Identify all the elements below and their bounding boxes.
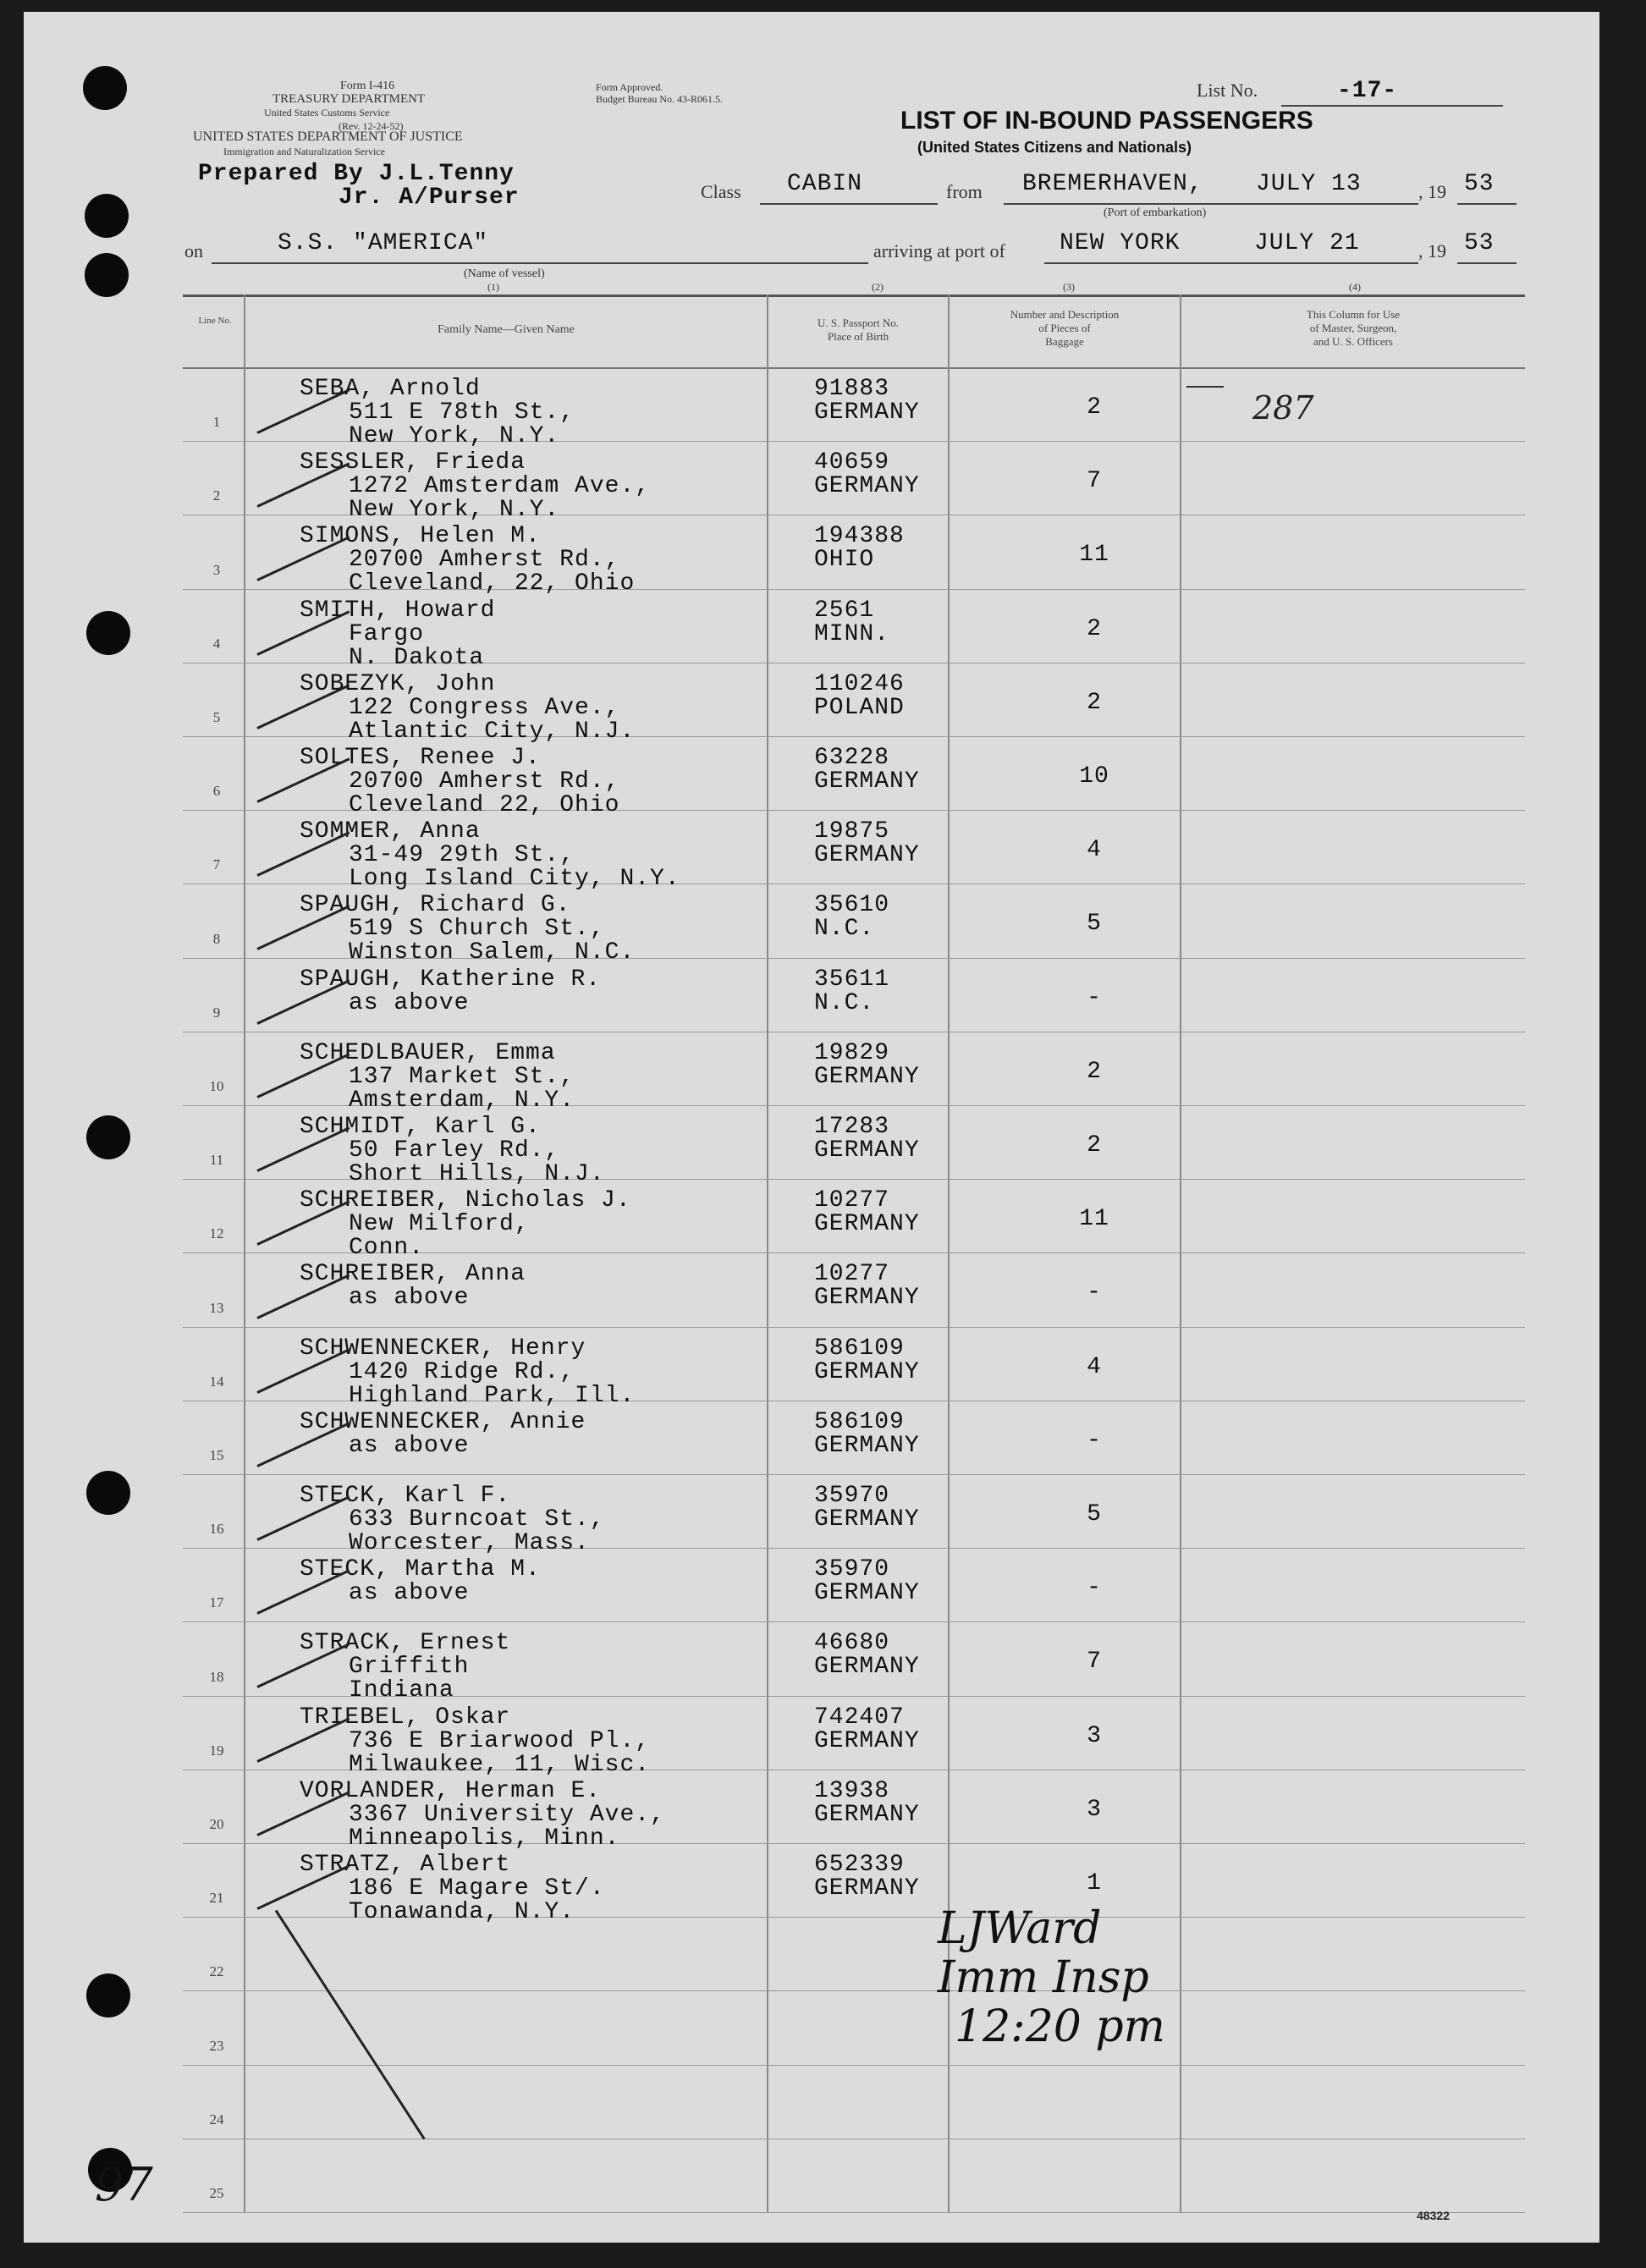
place-of-birth: GERMANY [814,1802,920,1828]
passport-number: 17283 [814,1114,890,1140]
prepared-by: Prepared By J.L.Tenny [198,161,515,187]
arrival-port: NEW YORK [1060,230,1181,256]
inspector-signature [938,1904,1165,2051]
header-baggage-1: Number and Description [1010,308,1120,321]
passenger-address-2: Milwaukee, 11, Wisc. [349,1752,651,1778]
row-rule [183,1990,1525,1991]
col-3-label: (3) [1063,281,1075,293]
place-of-birth: N.C. [814,990,875,1016]
header-officers-3: and U. S. Officers [1313,335,1393,348]
arrival-year-prefix: , 19 [1418,240,1446,261]
passenger-address-1: Fargo [349,621,425,647]
passenger-address-1: 3367 University Ave., [349,1802,665,1828]
passenger-address-2: Minneapolis, Minn. [349,1825,620,1852]
place-of-birth: GERMANY [814,1654,920,1680]
passport-number: 35611 [814,966,890,993]
from-date: JULY 13 [1256,171,1362,197]
passenger-name: STRACK, Ernest [300,1630,511,1656]
punch-hole [86,1115,130,1159]
line-number: 20 [209,1816,224,1832]
line-number: 7 [212,856,221,873]
passport-number: 110246 [814,671,905,697]
passenger-name: STECK, Karl F. [300,1483,511,1509]
col-1-label: (1) [487,281,499,293]
table-header-rule [183,367,1525,369]
baggage-count: 2 [1087,394,1102,421]
passenger-address-1: 20700 Amherst Rd., [349,768,620,795]
passenger-name: VORLANDER, Herman E. [300,1778,602,1804]
passenger-name: SIMONS, Helen M. [300,523,541,549]
baggage-count: 3 [1087,1797,1102,1823]
arrival-year: 53 [1464,230,1495,256]
list-no-value: -17- [1337,78,1398,104]
baggage-count: - [1087,985,1102,1011]
line-number: 21 [209,1890,224,1906]
line-number: 23 [209,2038,224,2054]
passenger-address-1: 633 Burncoat St., [349,1506,605,1533]
baggage-count: - [1087,1575,1102,1601]
place-of-birth: GERMANY [814,1875,920,1902]
arriving-label: arriving at port of [873,240,1005,261]
margin-note: 97 [95,2158,153,2211]
col-divider-line [244,295,245,2212]
header-passport-2: Place of Birth [827,330,889,343]
baggage-count: 7 [1087,1649,1102,1675]
baggage-count: 2 [1087,1132,1102,1159]
arrival-underline [1044,262,1418,264]
line-number: 5 [212,709,221,725]
class-value: CABIN [787,171,863,197]
from-underline [1004,203,1418,205]
passenger-address-1: 31-49 29th St., [349,842,575,868]
document-page [24,12,1599,2243]
baggage-count: 11 [1079,1206,1109,1232]
print-code: 48322 [1417,2209,1450,2222]
passenger-address-2: Short Hills, N.J. [349,1161,605,1187]
from-year: 53 [1464,171,1495,197]
from-label: from [946,181,983,202]
passenger-name: SMITH, Howard [300,597,496,624]
line-number: 3 [212,562,221,578]
line-number: 16 [209,1521,224,1537]
class-label: Class [701,181,741,202]
passenger-address-2: N. Dakota [349,645,485,671]
header-officers-2: of Master, Surgeon, [1309,322,1397,334]
baggage-count: 1 [1087,1870,1102,1896]
punch-hole [85,253,129,297]
punch-hole [83,66,127,110]
passenger-name: SPAUGH, Richard G. [300,892,571,918]
passenger-address-1: New Milford, [349,1211,530,1237]
list-no-label: List No. [1197,80,1258,101]
passenger-address-2: Amsterdam, N.Y. [349,1087,575,1114]
place-of-birth: N.C. [814,916,875,942]
passenger-address-1: 519 S Church St., [349,916,605,942]
passenger-address-1: as above [349,1433,470,1459]
baggage-count: 4 [1087,837,1102,863]
place-of-birth: MINN. [814,621,890,647]
place-of-birth: GERMANY [814,1285,920,1311]
officer-note: 287 [1252,389,1314,427]
passport-number: 63228 [814,745,890,771]
passport-number: 19875 [814,818,890,845]
passenger-address-1: as above [349,1285,470,1311]
punch-hole [85,194,129,238]
vessel-name: S.S. "AMERICA" [278,230,489,256]
place-of-birth: GERMANY [814,768,920,795]
vessel-underline [212,262,868,264]
passport-number: 10277 [814,1187,890,1214]
passenger-name: SESSLER, Frieda [300,449,526,476]
passenger-address-2: New York, N.Y. [349,497,560,523]
place-of-birth: GERMANY [814,1064,920,1090]
line-number: 24 [209,2111,224,2128]
line-number: 25 [209,2185,224,2201]
line-number: 18 [209,1669,224,1685]
signature-name: LJWard [938,1903,1102,1954]
signature-title: Imm Insp [938,1952,1149,2003]
baggage-count: 11 [1079,542,1109,568]
passport-number: 2561 [814,597,875,624]
passport-number: 652339 [814,1852,905,1878]
passenger-name: SCHMIDT, Karl G. [300,1114,541,1140]
header-name: Family Name—Given Name [438,323,575,336]
passenger-name: SOMMER, Anna [300,818,481,845]
line-number: 14 [209,1373,224,1390]
col-2-label: (2) [872,281,884,293]
baggage-count: - [1087,1280,1102,1306]
passenger-name: SCHWENNECKER, Annie [300,1409,586,1435]
header-line-no: Line No. [198,316,232,326]
document-title: LIST OF IN-BOUND PASSENGERS [900,107,1313,135]
baggage-count: 5 [1087,911,1102,937]
line-number: 12 [209,1225,224,1241]
place-of-birth: GERMANY [814,1580,920,1606]
col-divider-name [767,295,768,2212]
passenger-name: SOLTES, Renee J. [300,745,541,771]
place-of-birth: GERMANY [814,1137,920,1164]
rev-label: (Rev. 12-24-52) [339,120,404,132]
passenger-address-1: 511 E 78th St., [349,399,575,426]
passenger-address-1: Griffith [349,1654,470,1680]
passenger-name: TRIEBEL, Oskar [300,1704,511,1731]
cancel-stroke [275,1910,426,2140]
table-top-rule [183,295,1525,297]
passenger-address-1: 1420 Ridge Rd., [349,1359,575,1385]
passenger-address-2: Highland Park, Ill. [349,1383,636,1409]
passenger-name: SCHREIBER, Nicholas J. [300,1187,631,1214]
line-number: 9 [212,1005,221,1021]
form-number: Form I-416 [340,80,395,92]
row-rule [183,2212,1525,2213]
port-embarkation-label: (Port of embarkation) [1104,206,1207,219]
passenger-address-2: Atlantic City, N.J. [349,718,636,745]
baggage-count: 2 [1087,1059,1102,1085]
passport-number: 10277 [814,1261,890,1287]
passenger-name: SPAUGH, Katherine R. [300,966,602,993]
passenger-name: SEBA, Arnold [300,376,481,402]
passport-number: 35970 [814,1556,890,1583]
passenger-address-2: Indiana [349,1677,454,1704]
passenger-address-2: Worcester, Mass. [349,1530,590,1556]
passenger-address-2: Tonawanda, N.Y. [349,1899,575,1925]
baggage-count: 10 [1079,763,1109,790]
line-number: 15 [209,1447,224,1463]
place-of-birth: OHIO [814,547,875,573]
line-number: 13 [209,1300,224,1316]
on-label: on [184,240,203,261]
place-of-birth: GERMANY [814,842,920,868]
baggage-count: 2 [1087,616,1102,642]
line-number: 11 [209,1152,224,1168]
col-divider-baggage [1180,295,1181,2212]
place-of-birth: GERMANY [814,1728,920,1754]
place-of-birth: POLAND [814,695,905,721]
row-rule [183,1474,1525,1475]
officer-note-dash [1186,386,1224,388]
passenger-address-1: as above [349,1580,470,1606]
from-year-prefix: , 19 [1418,181,1446,202]
line-number: 8 [212,931,221,947]
passenger-name: SCHREIBER, Anna [300,1261,526,1287]
arrival-year-underline [1457,262,1517,264]
baggage-count: - [1087,1428,1102,1454]
passenger-address-2: Cleveland, 22, Ohio [349,570,636,597]
header-officers-1: This Column for Use [1306,308,1401,321]
approval-line-1: Form Approved. [596,81,663,93]
treasury-label: TREASURY DEPARTMENT [272,92,426,106]
passenger-address-2: Cleveland 22, Ohio [349,792,620,818]
baggage-count: 3 [1087,1723,1102,1749]
from-port: BREMERHAVEN, [1022,171,1203,197]
passport-number: 91883 [814,376,890,402]
line-number: 2 [212,487,221,504]
baggage-count: 5 [1087,1501,1102,1528]
place-of-birth: GERMANY [814,1506,920,1533]
line-number: 6 [212,783,221,799]
line-number: 10 [209,1078,224,1094]
passport-number: 586109 [814,1335,905,1362]
passenger-name: STRATZ, Albert [300,1852,511,1878]
passport-number: 35970 [814,1483,890,1509]
passenger-address-1: 122 Congress Ave., [349,695,620,721]
line-number: 19 [209,1742,224,1759]
passport-number: 19829 [814,1040,890,1066]
document-subtitle: (United States Citizens and Nationals) [917,139,1192,156]
immigration-label: Immigration and Naturalization Service [223,146,385,157]
passport-number: 40659 [814,449,890,476]
arrival-date: JULY 21 [1254,230,1360,256]
passport-number: 13938 [814,1778,890,1804]
class-underline [760,203,938,205]
punch-hole [86,1973,130,2018]
header-passport-1: U. S. Passport No. [817,317,900,329]
passenger-name: SCHEDLBAUER, Emma [300,1040,556,1066]
punch-hole [86,1471,130,1515]
prepared-by-title: Jr. A/Purser [339,184,520,211]
place-of-birth: GERMANY [814,399,920,426]
line-number: 1 [212,414,221,430]
place-of-birth: GERMANY [814,1433,920,1459]
row-rule [183,1327,1525,1328]
list-no-underline [1281,105,1503,107]
header-baggage-3: Baggage [1045,335,1084,348]
passport-number: 46680 [814,1630,890,1656]
baggage-count: 7 [1087,468,1102,494]
passenger-address-1: 736 E Briarwood Pl., [349,1728,651,1754]
place-of-birth: GERMANY [814,1211,920,1237]
passenger-address-1: 186 E Magare St/. [349,1875,605,1902]
passport-number: 742407 [814,1704,905,1731]
header-baggage-2: of Pieces of [1038,322,1091,334]
passenger-address-1: 1272 Amsterdam Ave., [349,473,651,499]
line-number: 4 [212,636,221,652]
passenger-address-2: New York, N.Y. [349,423,560,449]
place-of-birth: GERMANY [814,473,920,499]
passenger-name: STECK, Martha M. [300,1556,541,1583]
row-rule [183,1621,1525,1622]
passenger-address-1: 137 Market St., [349,1064,575,1090]
passenger-address-2: Conn. [349,1235,425,1261]
punch-hole [86,611,130,655]
passenger-name: SCHWENNECKER, Henry [300,1335,586,1362]
signature-time: 12:20 pm [955,2001,1165,2052]
passport-number: 35610 [814,892,890,918]
passenger-address-1: as above [349,990,470,1016]
from-year-underline [1457,203,1517,205]
approval-line-2: Budget Bureau No. 43-R061.5. [596,93,723,105]
justice-label: UNITED STATES DEPARTMENT OF JUSTICE [193,129,463,144]
passenger-address-2: Winston Salem, N.C. [349,939,636,966]
vessel-name-label: (Name of vessel) [464,267,545,280]
passport-number: 586109 [814,1409,905,1435]
passenger-address-1: 20700 Amherst Rd., [349,547,620,573]
line-number: 22 [209,1963,224,1979]
passenger-address-1: 50 Farley Rd., [349,1137,560,1164]
baggage-count: 4 [1087,1354,1102,1380]
passenger-name: SOBEZYK, John [300,671,496,697]
col-4-label: (4) [1349,281,1361,293]
baggage-count: 2 [1087,690,1102,716]
place-of-birth: GERMANY [814,1359,920,1385]
passenger-address-2: Long Island City, N.Y. [349,866,680,892]
row-rule [183,2065,1525,2066]
line-number: 17 [209,1594,224,1610]
customs-label: United States Customs Service [264,107,390,118]
passport-number: 194388 [814,523,905,549]
